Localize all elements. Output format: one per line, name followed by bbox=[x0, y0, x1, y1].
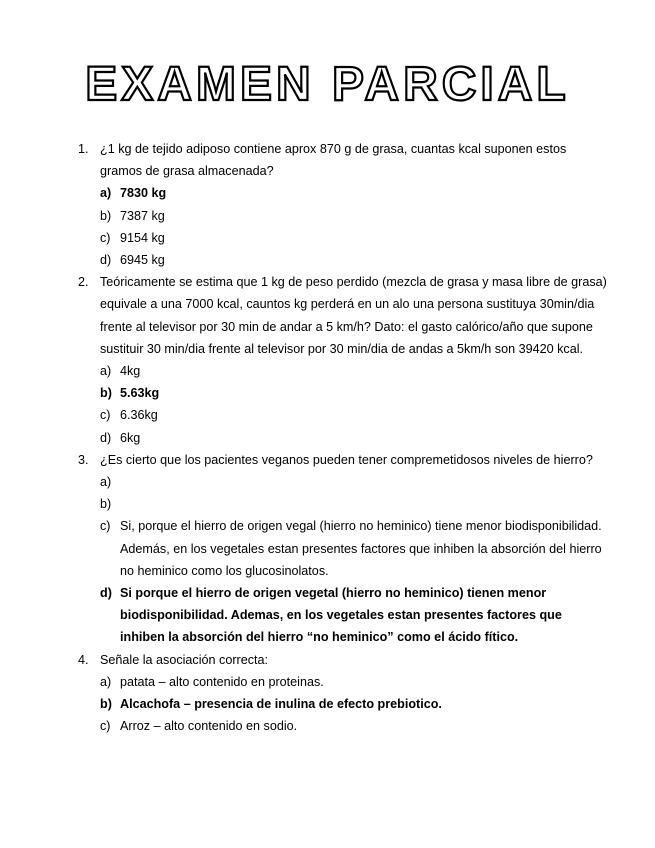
option-letter: a) bbox=[100, 674, 112, 689]
option-letter: b) bbox=[100, 386, 112, 401]
option-1b bbox=[78, 205, 608, 227]
option-2d bbox=[78, 427, 608, 449]
option-2b bbox=[78, 382, 608, 404]
option-text: 9154 kg bbox=[120, 230, 165, 245]
option-3c bbox=[78, 515, 608, 582]
question-number: 4. bbox=[78, 652, 89, 667]
option-letter: b) bbox=[100, 497, 112, 512]
option-text: 5.63kg bbox=[120, 386, 160, 401]
option-text: Alcachofa – presencia de inulina de efecto prebiotico. bbox=[120, 697, 442, 712]
option-letter: a) bbox=[100, 475, 112, 490]
option-1a bbox=[78, 182, 608, 204]
option-2c bbox=[78, 404, 608, 426]
option-letter: d) bbox=[100, 430, 112, 445]
question-number: 3. bbox=[78, 452, 89, 467]
option-letter: d) bbox=[100, 253, 112, 268]
question-2 bbox=[78, 271, 608, 360]
question-1 bbox=[78, 138, 608, 182]
question-4 bbox=[78, 649, 608, 671]
option-text: 7387 kg bbox=[120, 208, 165, 223]
option-letter: c) bbox=[100, 230, 111, 245]
option-letter: d) bbox=[100, 586, 112, 601]
option-letter: c) bbox=[100, 408, 111, 423]
option-text: 4kg bbox=[120, 364, 141, 379]
option-text: 7830 kg bbox=[120, 186, 167, 201]
option-letter: c) bbox=[100, 719, 111, 734]
option-1c bbox=[78, 227, 608, 249]
option-letter: a) bbox=[100, 364, 112, 379]
option-letter: c) bbox=[100, 519, 111, 534]
option-text: 6kg bbox=[120, 430, 141, 445]
option-text: 6.36kg bbox=[120, 408, 158, 423]
option-4a bbox=[78, 671, 608, 693]
question-number: 2. bbox=[78, 275, 89, 290]
option-text: patata – alto contenido en proteinas. bbox=[120, 674, 324, 689]
page-title: EXAMEN PARCIAL bbox=[85, 58, 570, 111]
option-text: 6945 kg bbox=[120, 253, 165, 268]
question-list bbox=[78, 138, 608, 737]
option-4c bbox=[78, 715, 608, 737]
option-text: Si porque el hierro de origen vegetal (hierro no heminico) tienen menor biodisponibilidad. Ademas, en los vegetales estan presentes factores que inhiben la absorción del hierro “no heminico” como el ácido fítico. bbox=[120, 586, 562, 645]
option-text: Si, porque el hierro de origen vegal (hierro no heminico) tiene menor biodisponibilidad. Además, en los vegetales estan presentes factores que inhiben la absorción del hierro no heminico como los glucosinolatos. bbox=[120, 519, 602, 578]
question-number: 1. bbox=[78, 142, 89, 156]
option-4b bbox=[78, 693, 608, 715]
question-text: Teóricamente se estima que 1 kg de peso perdido (mezcla de grasa y masa libre de grasa) equivale a una 7000 kcal, cauntos kg perderá en un alo una persona sustituya 30min/dia frente al televisor por 30 min de andar a 5 km/h? Dato: el gasto calórico/año que supone sustituir 30 min/dia frente al televisor por 30 min/dia de andas a 5km/h son 39420 kcal. bbox=[100, 275, 607, 356]
option-text: Arroz – alto contenido en sodio. bbox=[120, 719, 298, 734]
option-3b bbox=[78, 493, 608, 515]
option-3d bbox=[78, 582, 608, 649]
option-1d bbox=[78, 249, 608, 271]
option-letter: b) bbox=[100, 208, 112, 223]
option-letter: a) bbox=[100, 186, 112, 201]
option-letter: b) bbox=[100, 697, 112, 712]
question-text: ¿Es cierto que los pacientes veganos pueden tener compremetidosos niveles de hierro? bbox=[100, 452, 593, 467]
question-text: ¿1 kg de tejido adiposo contiene aprox 870 g de grasa, cuantas kcal suponen estos gramos de grasa almacenada? bbox=[100, 142, 567, 179]
option-2a bbox=[78, 360, 608, 382]
question-3 bbox=[78, 449, 608, 471]
question-text: Señale la asociación correcta: bbox=[100, 652, 269, 667]
option-3a bbox=[78, 471, 608, 493]
